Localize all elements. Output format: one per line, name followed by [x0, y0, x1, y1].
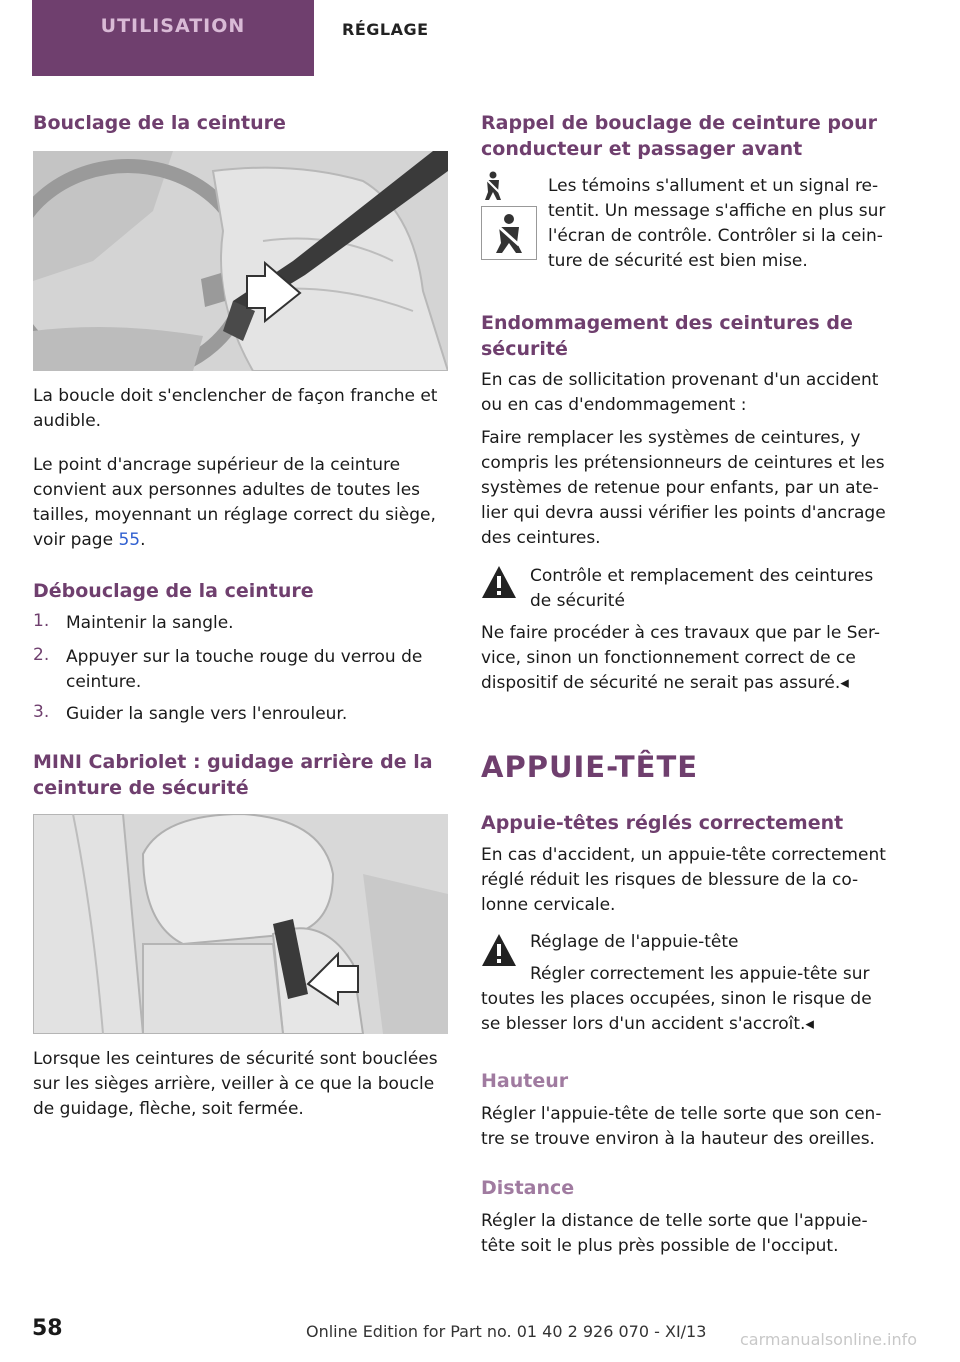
step-3-number: 3. [33, 702, 50, 722]
paragraph-damage-1: En cas de sollicitation provenant d'un accident ou en cas d'endommagement : [481, 370, 879, 415]
anchor-voir-text: voir page [33, 530, 119, 550]
warning-2-text: toutes les places occupées, sinon le risque de se blesser lors d'un accident s'accroît.◂ [481, 989, 872, 1034]
seatbelt-reminder-small-icon [481, 170, 505, 200]
paragraph-height: Régler l'appuie-tête de telle sorte que son cen-tre se trouve environ à la hauteur des oreilles. [481, 1104, 882, 1149]
warning-2-line: Régler correctement les appuie-tête sur [530, 964, 870, 984]
heading-appuie-tete: APPUIE-TÊTE [481, 750, 699, 784]
paragraph-cabriolet: Lorsque les ceintures de sécurité sont bouclées sur les sièges arrière, veiller à ce que la boucle de guidage, flèche, soit fermée. [33, 1049, 438, 1119]
page-number: 58 [32, 1316, 63, 1341]
paragraph-damage-2: Faire remplacer les systèmes de ceintures, y compris les prétensionneurs de ceintures et les systèmes de retenue pour enfants, par un ate-lier qui devra aussi vérifier les points d'ancrage des ceintures. [481, 428, 886, 548]
paragraph-rappel: Les témoins s'allument et un signal re-tentit. Un message s'affiche en plus sur l'écran de contrôle. Contrôler si la cein-ture de sécurité est bien mise. [548, 176, 886, 271]
heading-endommagement: Endommagement des ceintures de sécurité [481, 312, 853, 360]
warning-triangle-icon [481, 932, 517, 968]
step-3-text: Guider la sangle vers l'enrouleur. [66, 704, 348, 724]
step-1-number: 1. [33, 611, 50, 631]
seatbelt-buckle-illustration [33, 151, 448, 371]
tab-utilisation[interactable] [54, 0, 292, 52]
tab-reglage-label: RÉGLAGE [342, 20, 429, 39]
paragraph-headrest: En cas d'accident, un appuie-tête correctement réglé réduit les risques de blessure de la co-lonne cervicale. [481, 845, 886, 915]
footer-edition: Online Edition for Part no. 01 40 2 926 070 - XI/13 [306, 1322, 707, 1341]
tab-reglage[interactable] [342, 20, 429, 39]
watermark: carmanualsonline.info [740, 1330, 918, 1349]
warning-1-text: Ne faire procéder à ces travaux que par le Ser-vice, sinon un fonctionnement correct de ce dispositif de sécurité ne serait pas assuré.◂ [481, 623, 881, 693]
step-2-text: Appuyer sur la touche rouge du verrou de ceinture. [66, 647, 423, 692]
paragraph-distance: Régler la distance de telle sorte que l'appuie-tête soit le plus près possible de l'occiput. [481, 1211, 868, 1256]
step-2-number: 2. [33, 645, 50, 665]
paragraph-anchor [33, 453, 448, 553]
heading-appuie-tetes-regles: Appuie-têtes réglés correctement [481, 812, 844, 834]
tab-utilisation-label: UTILISATION [100, 15, 246, 37]
header-tab-block [32, 0, 314, 76]
step-1-text: Maintenir la sangle. [66, 613, 234, 633]
warning-1-title: Contrôle et remplacement des ceintures de sécurité [530, 566, 874, 611]
anchor-end-text: . [140, 530, 146, 550]
cabriolet-belt-illustration [33, 814, 448, 1034]
heading-bouclage: Bouclage de la ceinture [33, 112, 286, 134]
anchor-text: Le point d'ancrage supérieur de la ceinture convient aux personnes adultes de toutes les tailles, moyennant un réglage correct du siège, [33, 455, 436, 525]
figure-cabriolet-belt-guide [33, 814, 448, 1034]
heading-debouclage: Débouclage de la ceinture [33, 580, 314, 602]
warning-triangle-icon [481, 564, 517, 600]
page-55-link[interactable]: 55 [118, 530, 141, 550]
heading-cabriolet: MINI Cabriolet : guidage arrière de la ceinture de sécurité [33, 751, 433, 799]
figure-seatbelt-buckle [33, 151, 448, 371]
warning-2-title: Réglage de l'appuie-tête [530, 932, 739, 952]
seatbelt-reminder-icon [481, 206, 537, 260]
paragraph-buckle: La boucle doit s'enclencher de façon franche et audible. [33, 386, 438, 431]
heading-distance: Distance [481, 1177, 575, 1199]
heading-hauteur: Hauteur [481, 1070, 569, 1092]
heading-rappel: Rappel de bouclage de ceinture pour conducteur et passager avant [481, 112, 877, 160]
